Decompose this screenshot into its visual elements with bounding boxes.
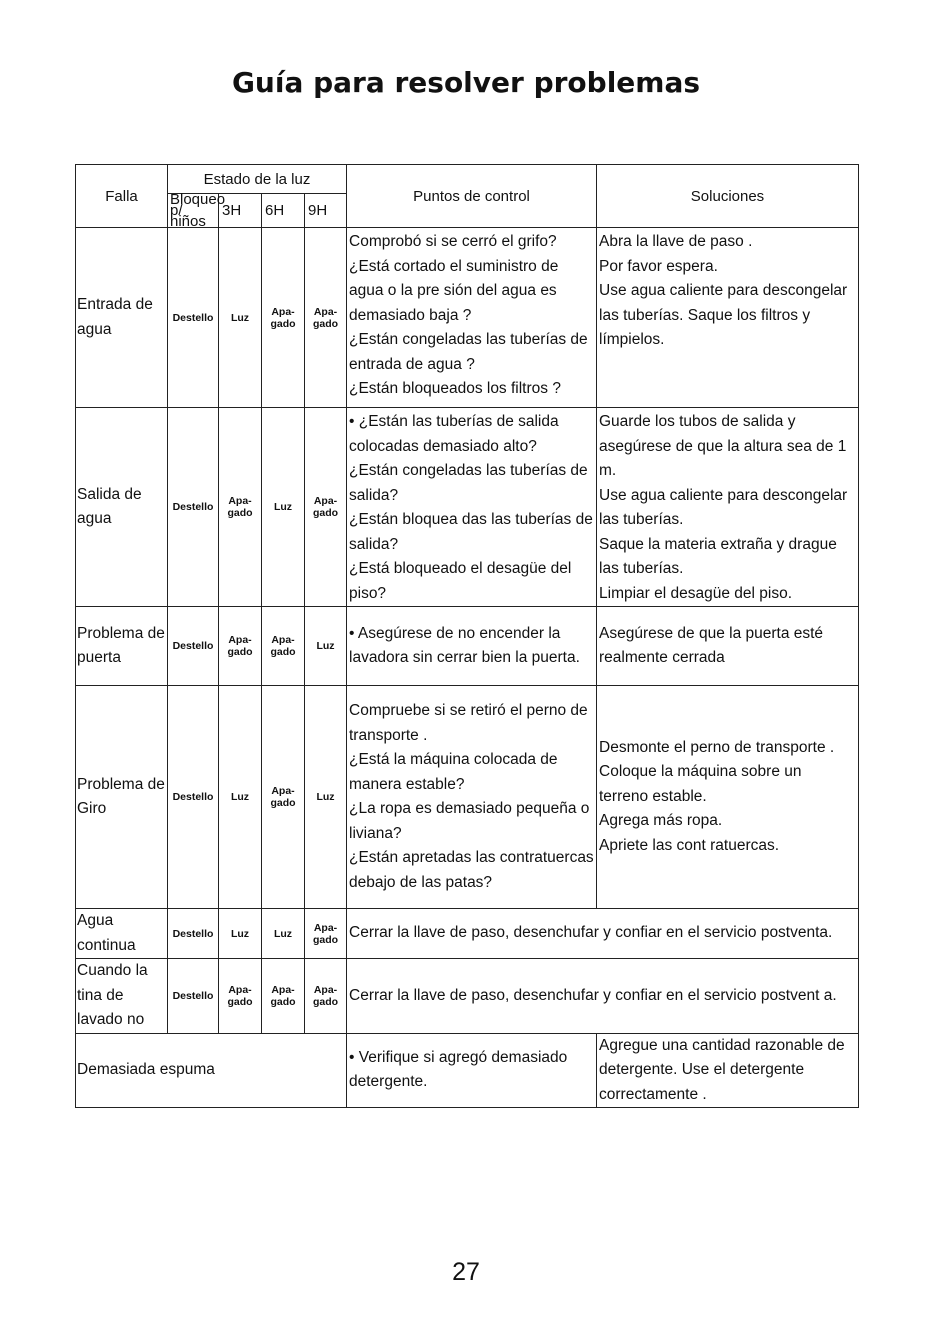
- light-state-cell: Luz: [305, 686, 347, 909]
- solution-line: Abra la llave de paso .: [599, 233, 753, 250]
- solution-line: Use agua caliente para descongelar: [599, 282, 848, 299]
- solution-line: Agregue una cantidad razonable de: [599, 1036, 845, 1054]
- control-points-cell: [347, 1033, 597, 1108]
- control-point-line: • Verifique si agregó demasiado: [349, 1048, 568, 1066]
- light-state-cell: Apa- gado: [219, 959, 262, 1034]
- table-row: [76, 686, 859, 909]
- solution-line: asegúrese de que la altura sea de 1: [599, 437, 847, 455]
- fault-cell: [76, 607, 168, 686]
- fault-label: Cuando la: [77, 962, 148, 979]
- control-point-line: ¿La ropa es demasiado pequeña o: [349, 800, 590, 817]
- solution-line: correctamente .: [599, 1085, 707, 1103]
- control-point-line: ¿Está la máquina colocada de: [349, 751, 558, 768]
- light-state-cell: Destello: [168, 959, 219, 1034]
- control-point-line: Compruebe si se retiró el perno de: [349, 702, 588, 719]
- table-row: [76, 408, 859, 607]
- control-point-line: piso?: [349, 584, 387, 602]
- solution-line: Por favor espera.: [599, 257, 718, 275]
- control-point-line: ¿Están congeladas las tuberías de: [349, 331, 588, 348]
- header-6h: 6H: [262, 194, 305, 228]
- control-point-line: liviana?: [349, 824, 402, 842]
- light-state-cell: Apa- gado: [305, 228, 347, 408]
- control-point-line: ¿Están bloqueados los filtros ?: [349, 380, 561, 397]
- light-state-cell: Apa- gado: [262, 959, 305, 1034]
- solutions-cell: [597, 408, 859, 607]
- fault-cell: [76, 686, 168, 909]
- control-point-line: salida?: [349, 535, 399, 553]
- solution-line: límpielos.: [599, 331, 665, 348]
- light-state-cell: Apa- gado: [305, 959, 347, 1034]
- fault-label: Problema de: [77, 624, 165, 642]
- solution-line: Limpiar el desagüe del piso.: [599, 584, 793, 602]
- solution-line: Agrega más ropa.: [599, 812, 723, 830]
- merged-instruction-cell: Cerrar la llave de paso, desenchufar y confiar en el servicio postvent a.: [347, 959, 859, 1034]
- fault-label: Problema de: [77, 775, 165, 793]
- light-state-cell: Luz: [219, 228, 262, 408]
- fault-label: Demasiada espuma: [77, 1061, 215, 1078]
- fault-label: lavado no: [77, 1011, 145, 1028]
- fault-cell: [76, 959, 168, 1034]
- solutions-cell: [597, 607, 859, 686]
- light-state-cell: Apa- gado: [262, 228, 305, 408]
- control-point-line: manera estable?: [349, 775, 465, 793]
- solution-line: Saque la materia extraña y drague: [599, 535, 837, 553]
- control-point-line: lavadora sin cerrar bien la puerta.: [349, 649, 580, 666]
- control-point-line: Comprobó si se cerró el grifo?: [349, 233, 557, 250]
- light-state-cell: Apa- gado: [305, 909, 347, 959]
- page-title: Guía para resolver problemas: [231, 66, 701, 99]
- control-point-line: agua o la pre sión del agua es: [349, 282, 557, 299]
- table-body: [76, 228, 859, 1108]
- control-point-line: transporte .: [349, 726, 428, 744]
- header-light-state: Estado de la luz: [168, 165, 347, 194]
- light-state-cell: Luz: [219, 909, 262, 959]
- control-point-line: ¿Está cortado el suministro de: [349, 257, 559, 275]
- header-9h: 9H: [305, 194, 347, 228]
- header-3h: 3H: [219, 194, 262, 228]
- light-state-cell: Apa- gado: [219, 408, 262, 607]
- control-point-line: ¿Están bloquea das las tuberías de: [349, 511, 593, 528]
- header-child-lock: Bloqueo p/ niños: [168, 194, 219, 228]
- solutions-cell: [597, 1033, 859, 1108]
- control-point-line: ¿Están congeladas las tuberías de: [349, 462, 588, 479]
- fault-cell: [76, 228, 168, 408]
- solution-line: las tuberías.: [599, 511, 684, 528]
- control-point-line: ¿Están apretadas las contratuercas: [349, 849, 594, 866]
- solution-line: realmente cerrada: [599, 649, 725, 666]
- control-point-line: entrada de agua ?: [349, 355, 475, 373]
- fault-cell: [76, 408, 168, 607]
- light-state-cell: Destello: [168, 607, 219, 686]
- control-point-line: colocadas demasiado alto?: [349, 437, 537, 455]
- table-row: [76, 607, 859, 686]
- fault-label: agua: [77, 320, 112, 338]
- control-points-cell: [347, 408, 597, 607]
- light-state-cell: Apa- gado: [262, 686, 305, 909]
- table-row: [76, 959, 859, 1034]
- fault-label: Giro: [77, 800, 107, 817]
- troubleshooting-table: [75, 164, 859, 1108]
- header-solutions: Soluciones: [597, 165, 859, 228]
- fault-label: puerta: [77, 649, 121, 666]
- light-state-cell: Destello: [168, 228, 219, 408]
- solution-line: terreno estable.: [599, 787, 707, 805]
- light-state-cell: Luz: [262, 408, 305, 607]
- control-point-line: salida?: [349, 486, 399, 504]
- fault-label: Salida de: [77, 485, 142, 503]
- fault-cell: [76, 1033, 347, 1108]
- solution-line: Guarde los tubos de salida y: [599, 413, 796, 430]
- light-state-cell: Destello: [168, 408, 219, 607]
- header-fault: Falla: [76, 165, 168, 228]
- fault-label: agua: [77, 510, 112, 527]
- light-state-cell: Destello: [168, 909, 219, 959]
- control-point-line: detergente.: [349, 1073, 428, 1091]
- fault-label: tina de: [77, 986, 124, 1004]
- control-point-line: • ¿Están las tuberías de salida: [349, 413, 559, 430]
- control-points-cell: [347, 228, 597, 408]
- fault-label: Entrada de: [77, 296, 153, 313]
- light-state-cell: Luz: [219, 686, 262, 909]
- solution-line: Use agua caliente para descongelar: [599, 486, 848, 504]
- solution-line: Apriete las cont ratuercas.: [599, 836, 780, 854]
- solution-line: las tuberías.: [599, 560, 684, 577]
- page-number: 27: [452, 1258, 480, 1286]
- table-row: [76, 228, 859, 408]
- table-row: [76, 909, 859, 959]
- light-state-cell: Destello: [168, 686, 219, 909]
- solution-line: Desmonte el perno de transporte .: [599, 738, 835, 756]
- fault-label: Agua: [77, 912, 114, 929]
- light-state-cell: Apa- gado: [305, 408, 347, 607]
- light-state-cell: Apa- gado: [219, 607, 262, 686]
- table-row: [76, 1033, 859, 1108]
- control-point-line: debajo de las patas?: [349, 873, 493, 891]
- light-state-cell: Apa- gado: [262, 607, 305, 686]
- header-control-points: Puntos de control: [347, 165, 597, 228]
- control-points-cell: [347, 607, 597, 686]
- light-state-cell: Luz: [262, 909, 305, 959]
- fault-label: continua: [77, 936, 136, 954]
- solutions-cell: [597, 686, 859, 909]
- control-point-line: ¿Está bloqueado el desagüe del: [349, 560, 572, 577]
- merged-instruction-cell: Cerrar la llave de paso, desenchufar y confiar en el servicio postventa.: [347, 909, 859, 959]
- solution-line: Asegúrese de que la puerta esté: [599, 624, 824, 642]
- solution-line: las tuberías. Saque los filtros y: [599, 306, 811, 324]
- control-points-cell: [347, 686, 597, 909]
- solution-line: m.: [599, 462, 617, 479]
- solution-line: detergente. Use el detergente: [599, 1061, 805, 1078]
- solution-line: Coloque la máquina sobre un: [599, 763, 802, 781]
- control-point-line: • Asegúrese de no encender la: [349, 624, 561, 642]
- fault-cell: [76, 909, 168, 959]
- control-point-line: demasiado baja ?: [349, 306, 472, 324]
- light-state-cell: Luz: [305, 607, 347, 686]
- solutions-cell: [597, 228, 859, 408]
